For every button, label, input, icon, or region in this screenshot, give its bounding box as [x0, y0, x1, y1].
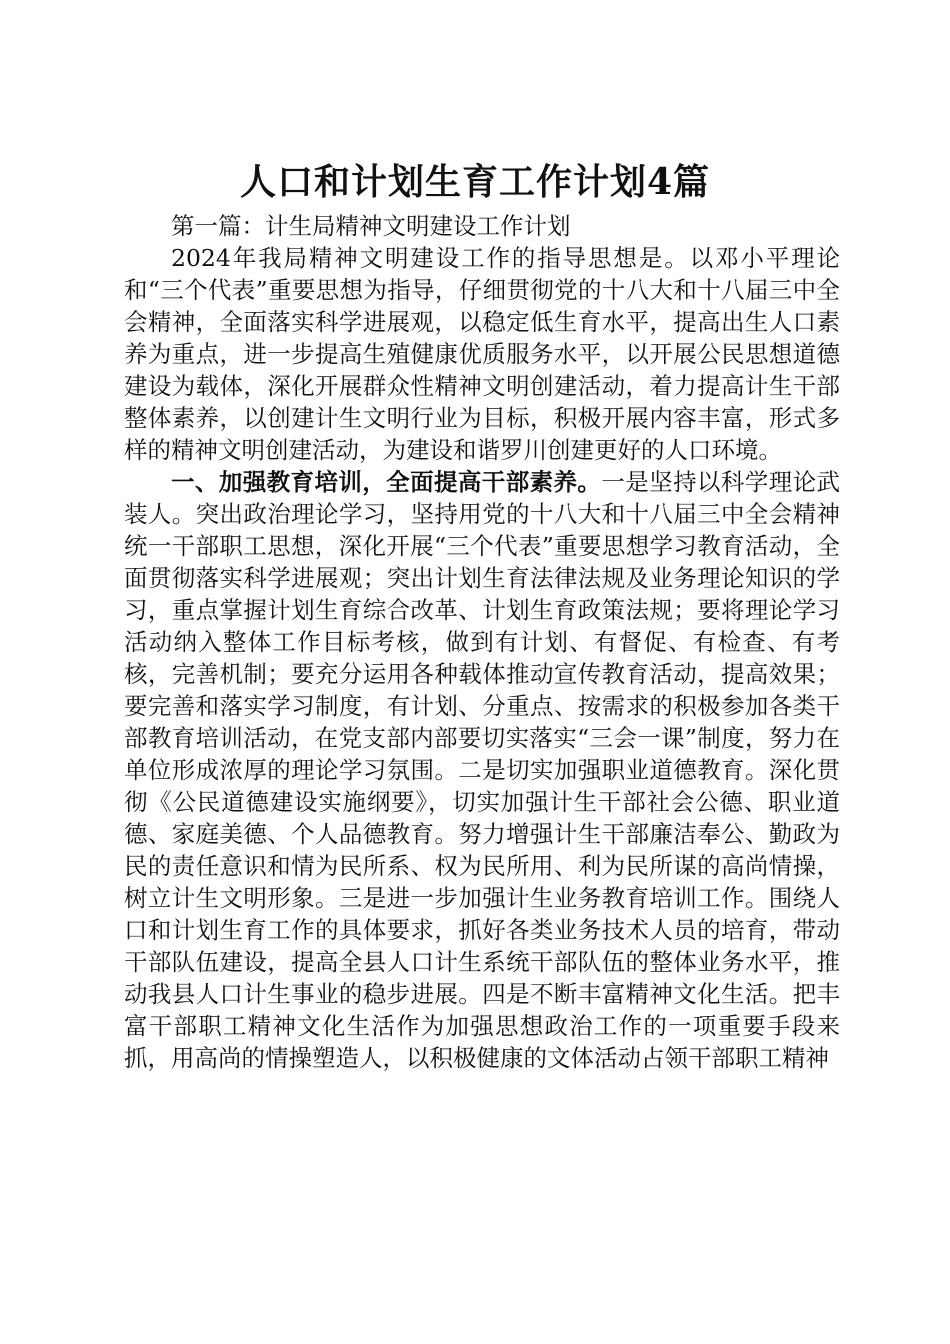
- section-heading: 第一篇：计生局精神文明建设工作计划: [171, 212, 571, 240]
- document-title: 人口和计划生育工作计划4篇: [239, 161, 711, 203]
- paragraph-lead-heading: 一、加强教育培训，全面提高干部素养。: [171, 468, 602, 496]
- document-body: [124, 210, 840, 1074]
- paragraph-education-training: [124, 466, 840, 1074]
- paragraph-body-text: 一是坚持以科学理论武装人。突出政治理论学习，坚持用党的十八大和十八届三中全会精神统一干部职工思想，深化开展“三个代表”重要思想学习教育活动，全面贯彻落实科学进展观；突出计划生育法律法规及业务理论知识的学习，重点掌握计划生育综合改革、计划生育政策法规；要将理论学习活动纳入整体工作目标考核，做到有计划、有督促、有检查、有考核，完善机制；要充分运用各种载体推动宣传教育活动，提高效果；要完善和落实学习制度，有计划、分重点、按需求的积极参加各类干部教育培训活动，在党支部内部要切实落实“三会一课”制度，努力在单位形成浓厚的理论学习氛围。二是切实加强职业道德教育。深化贯彻《公民道德建设实施纲要》，切实加强计生干部社会公德、职业道德、家庭美德、个人品德教育。努力增强计生干部廉洁奉公、勤政为民的责任意识和情为民所系、权为民所用、利为民所谋的高尚情操，树立计生文明形象。三是进一步加强计生业务教育培训工作。围绕人口和计划生育工作的具体要求，抓好各类业务技术人员的培育，带动干部队伍建设，提高全县人口计生系统干部队伍的整体业务水平，推动我县人口计生事业的稳步进展。四是不断丰富精神文化生活。把丰富干部职工精神文化生活作为加强思想政治工作的一项重要手段来抓，用高尚的情操塑造人，以积极健康的文体活动占领干部职工精神: [124, 468, 841, 1072]
- paragraph-guiding-ideology: 2024年我局精神文明建设工作的指导思想是。以邓小平理论和“三个代表”重要思想为指导，仔细贯彻党的十八大和十八届三中全会精神，全面落实科学进展观，以稳定低生育水平，提高出生人口素养为重点，进一步提高生殖健康优质服务水平，以开展公民思想道德建设为载体，深化开展群众性精神文明创建活动，着力提高计生干部整体素养，以创建计生文明行业为目标，积极开展内容丰富，形式多样的精神文明创建活动，为建设和谐罗川创建更好的人口环境。: [124, 244, 840, 464]
